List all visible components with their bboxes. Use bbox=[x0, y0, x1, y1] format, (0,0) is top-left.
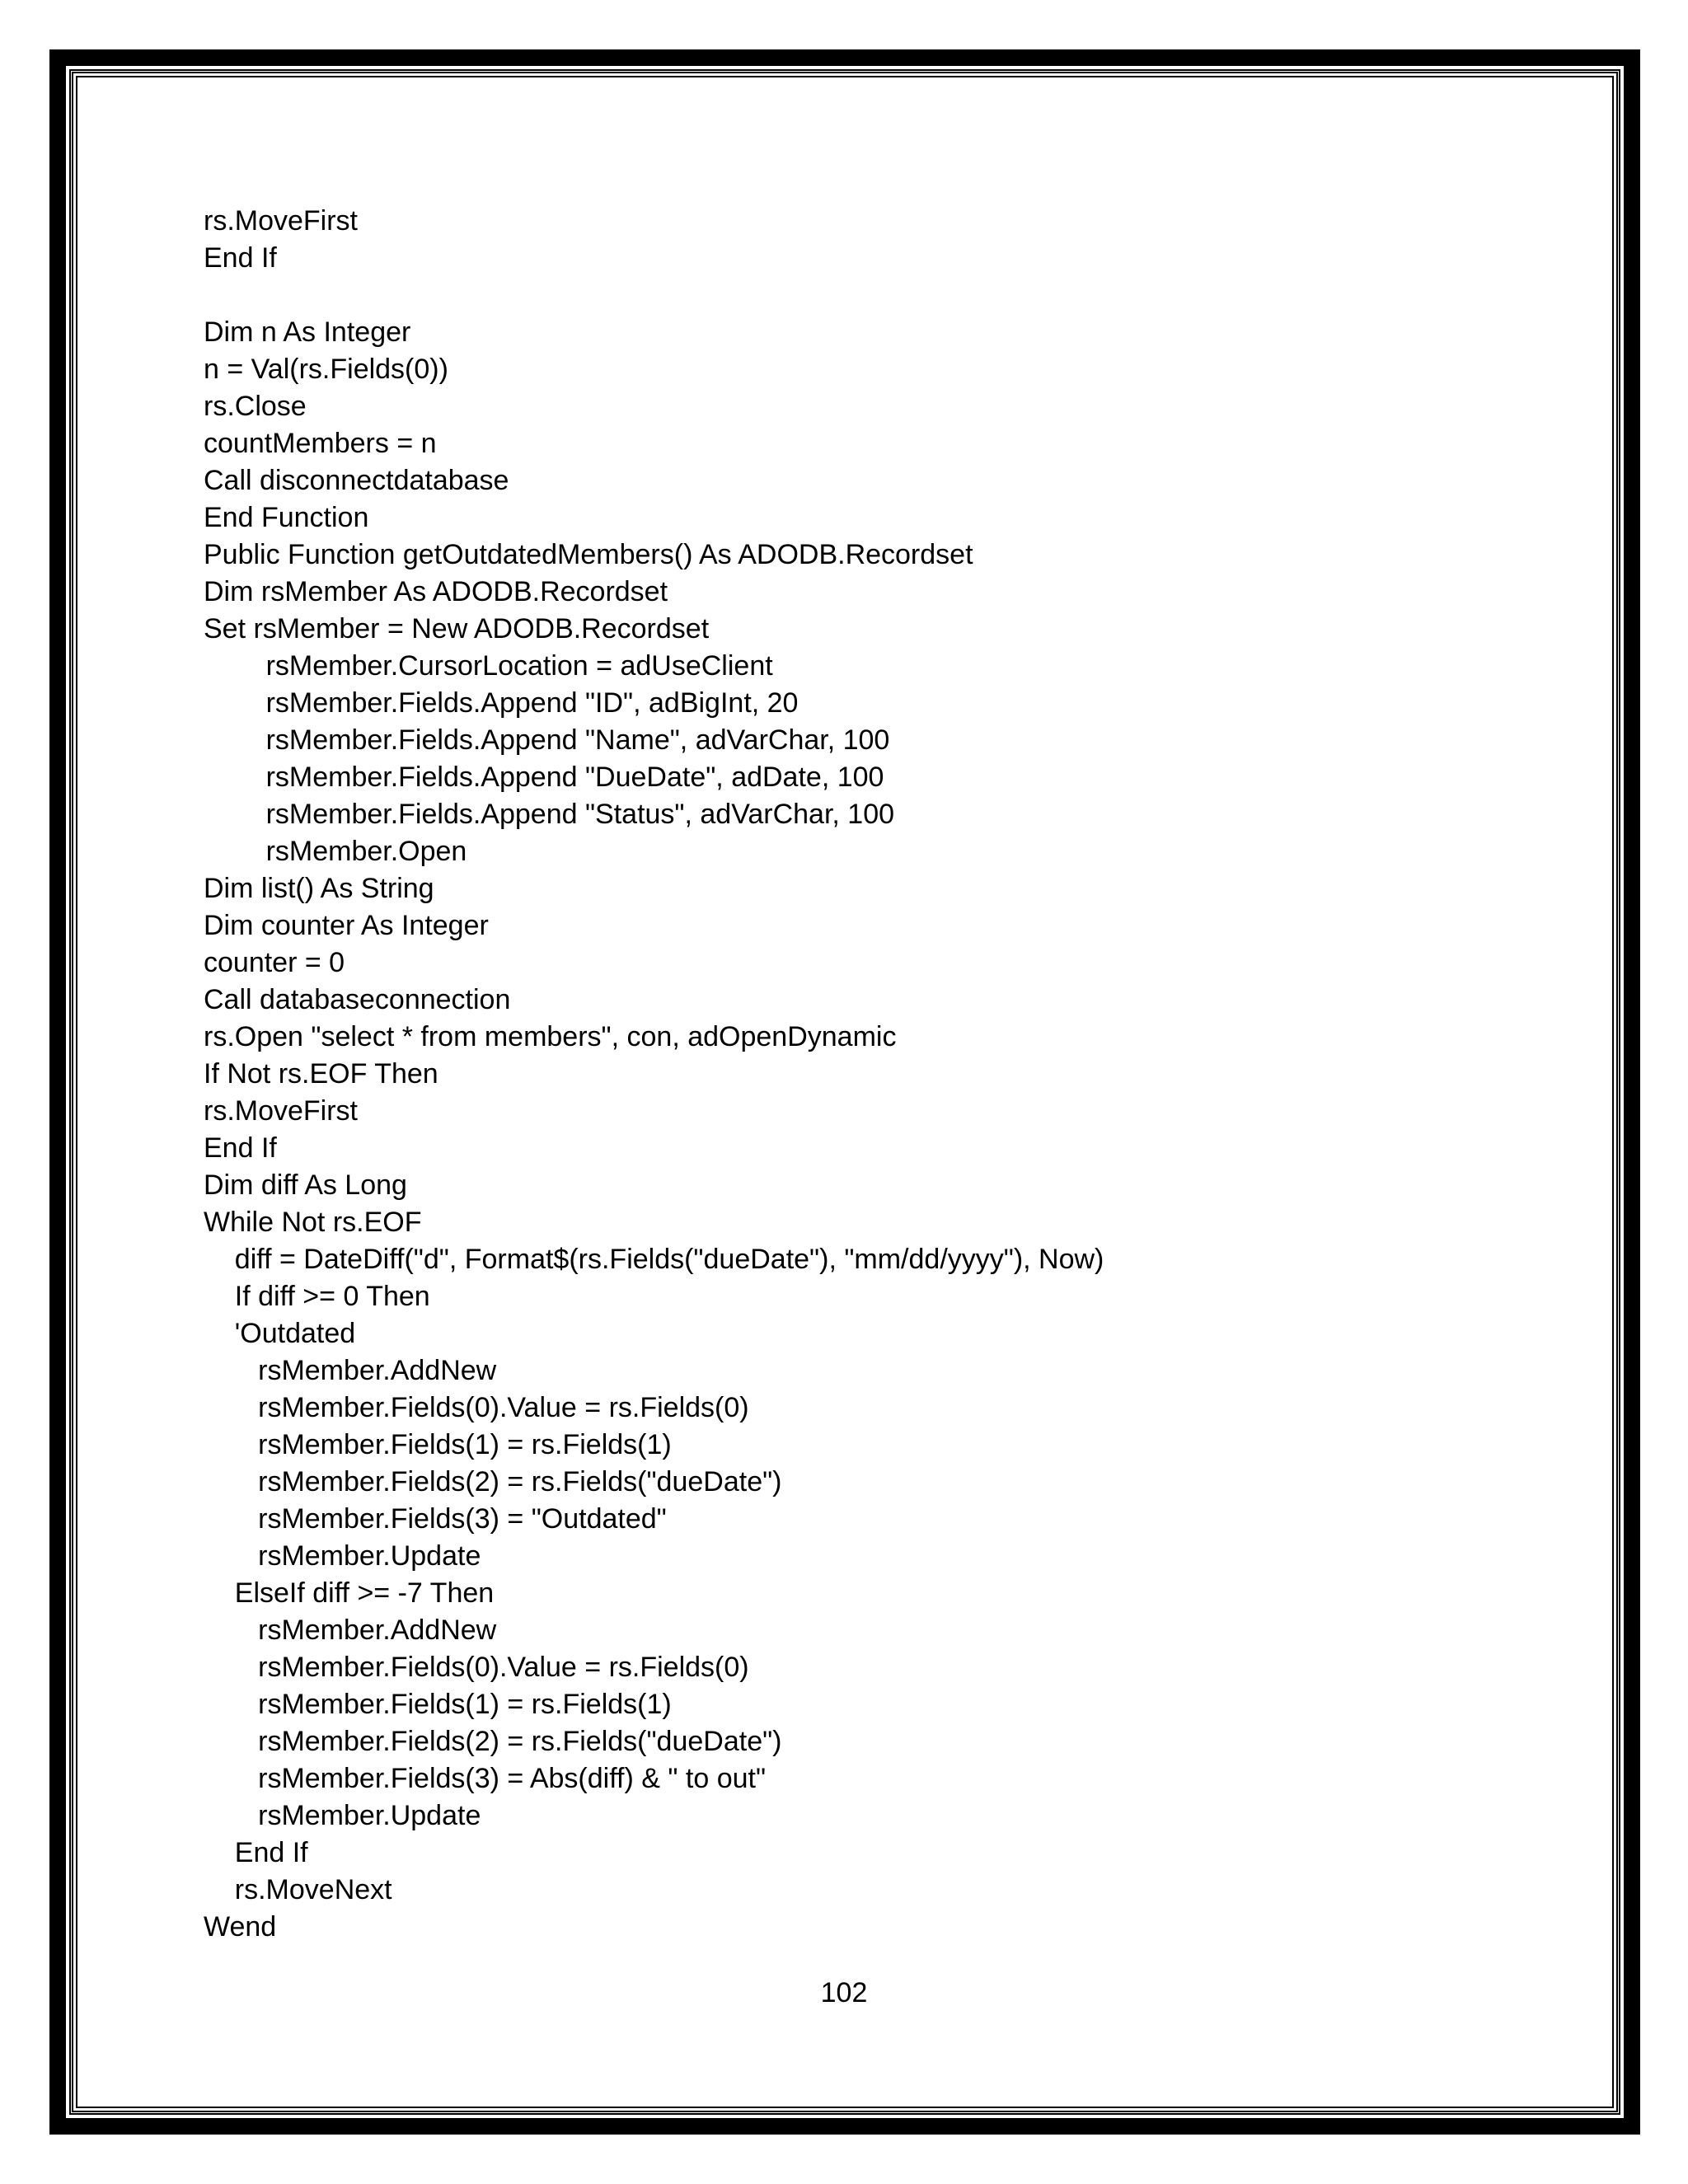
code-line: rsMember.Fields(0).Value = rs.Fields(0) bbox=[204, 1652, 749, 1683]
code-line: rsMember.AddNew bbox=[204, 1615, 497, 1646]
code-line: rsMember.AddNew bbox=[204, 1355, 497, 1386]
code-line: rsMember.Fields(3) = "Outdated" bbox=[204, 1503, 667, 1535]
code-line: Dim rsMember As ADODB.Recordset bbox=[204, 576, 668, 607]
code-line: End If bbox=[204, 1837, 308, 1868]
code-line: rsMember.Update bbox=[204, 1800, 481, 1831]
code-line: Dim diff As Long bbox=[204, 1169, 407, 1201]
code-line: rs.Close bbox=[204, 391, 307, 422]
code-line: 'Outdated bbox=[204, 1318, 356, 1349]
code-line: rsMember.Fields.Append "DueDate", adDate, 100 bbox=[204, 762, 884, 793]
code-line: rs.MoveFirst bbox=[204, 205, 358, 237]
code-line: rsMember.Fields(2) = rs.Fields("dueDate") bbox=[204, 1726, 782, 1757]
code-line: Public Function getOutdatedMembers() As ADODB.Recordset bbox=[204, 539, 973, 570]
code-line: End Function bbox=[204, 502, 369, 533]
code-line: rsMember.Open bbox=[204, 836, 467, 867]
code-line: Set rsMember = New ADODB.Recordset bbox=[204, 613, 710, 644]
code-line: rs.MoveNext bbox=[204, 1874, 392, 1905]
code-line: rsMember.CursorLocation = adUseClient bbox=[204, 650, 773, 682]
code-line: rsMember.Fields(3) = Abs(diff) & " to out" bbox=[204, 1763, 767, 1794]
code-line: rsMember.Update bbox=[204, 1540, 481, 1572]
code-line: Dim counter As Integer bbox=[204, 910, 489, 941]
code-line: rs.Open "select * from members", con, adOpenDynamic bbox=[204, 1021, 897, 1052]
code-line: ElseIf diff >= -7 Then bbox=[204, 1577, 495, 1609]
code-line: If Not rs.EOF Then bbox=[204, 1058, 438, 1090]
code-line bbox=[204, 277, 1522, 314]
code-line: rs.MoveFirst bbox=[204, 1095, 358, 1127]
code-line: Call disconnectdatabase bbox=[204, 465, 509, 496]
code-line: counter = 0 bbox=[204, 947, 345, 978]
code-line: While Not rs.EOF bbox=[204, 1207, 422, 1238]
code-line: rsMember.Fields.Append "ID", adBigInt, 20 bbox=[204, 687, 799, 719]
code-line: diff = DateDiff("d", Format$(rs.Fields("dueDate"), "mm/dd/yyyy"), Now) bbox=[204, 1244, 1104, 1275]
code-line: Dim list() As String bbox=[204, 873, 434, 904]
code-line: rsMember.Fields.Append "Name", adVarChar, 100 bbox=[204, 724, 890, 756]
code-line: countMembers = n bbox=[204, 428, 437, 459]
code-line: rsMember.Fields.Append "Status", adVarChar, 100 bbox=[204, 799, 895, 830]
code-line: n = Val(rs.Fields(0)) bbox=[204, 354, 448, 385]
code-line: Call databaseconnection bbox=[204, 984, 511, 1015]
code-line: End If bbox=[204, 1132, 277, 1164]
code-line: If diff >= 0 Then bbox=[204, 1281, 430, 1312]
code-line: rsMember.Fields(0).Value = rs.Fields(0) bbox=[204, 1392, 749, 1423]
code-line: rsMember.Fields(2) = rs.Fields("dueDate") bbox=[204, 1466, 782, 1497]
code-line: End If bbox=[204, 242, 277, 274]
code-line: rsMember.Fields(1) = rs.Fields(1) bbox=[204, 1689, 672, 1720]
code-line: Dim n As Integer bbox=[204, 316, 411, 348]
code-listing bbox=[204, 203, 1522, 1946]
code-line: Wend bbox=[204, 1911, 277, 1943]
page-number: 102 bbox=[820, 1977, 868, 2008]
code-line: rsMember.Fields(1) = rs.Fields(1) bbox=[204, 1429, 672, 1460]
